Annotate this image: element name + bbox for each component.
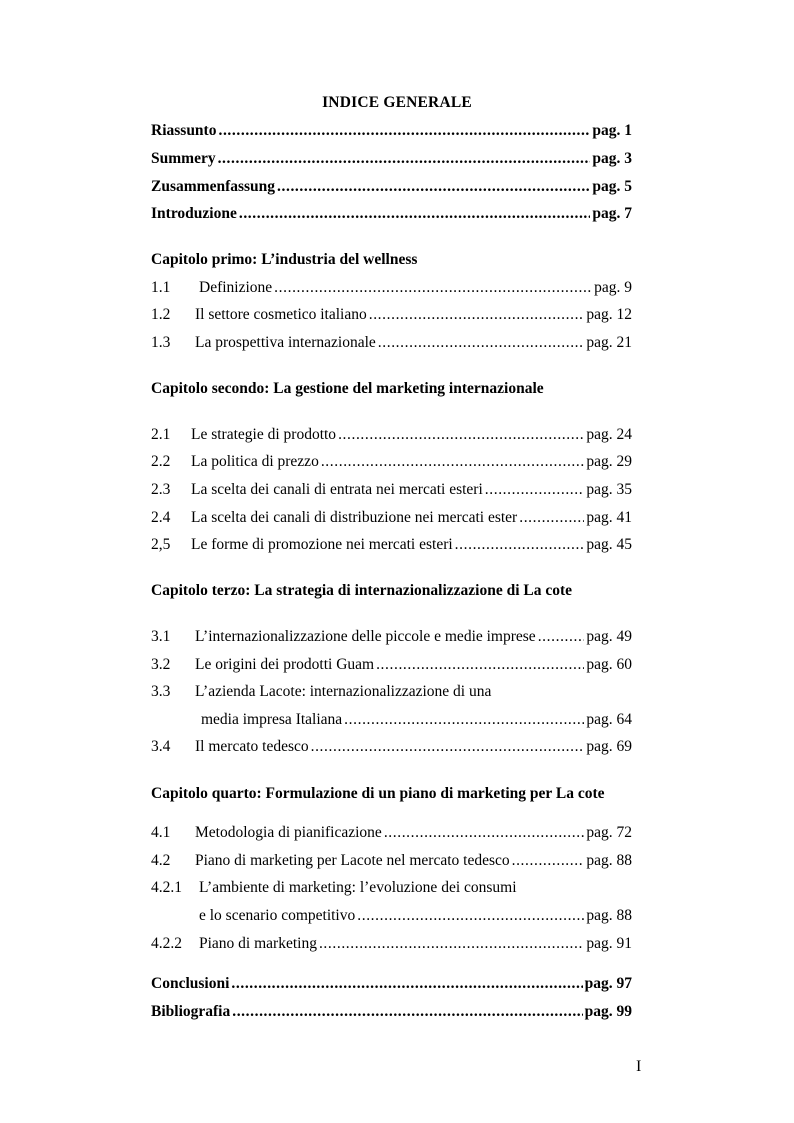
- toc-entry-label: Conclusioni: [151, 975, 230, 992]
- toc-entry-page: pag. 35: [586, 481, 632, 498]
- toc-entry-continuation: [199, 907, 632, 927]
- toc-entry-label: L’ambiente di marketing: l’evoluzione dei consumi: [199, 879, 517, 896]
- section-number: 3.2: [151, 656, 171, 673]
- toc-entry: [151, 738, 632, 758]
- section-number: 2.3: [151, 481, 171, 498]
- toc-entry-page: pag. 41: [586, 509, 632, 526]
- toc-entry-page: pag. 12: [586, 306, 632, 323]
- chapter-heading: Capitolo secondo: La gestione del marketing internazionale: [151, 380, 544, 397]
- toc-entry-page: pag. 5: [592, 178, 632, 195]
- toc-entry: [151, 279, 632, 299]
- toc-entry-label: Piano di marketing: [199, 935, 317, 952]
- toc-entry-first-line: [151, 683, 491, 701]
- section-number: 4.2.2: [151, 935, 182, 952]
- section-number: 1.3: [151, 334, 171, 351]
- page-title: INDICE GENERALE: [322, 94, 472, 111]
- dot-leader: [274, 279, 592, 297]
- dot-leader: [232, 1003, 582, 1021]
- dot-leader: [338, 426, 584, 444]
- toc-entry-bibliografia: [151, 1003, 632, 1023]
- toc-entry: [151, 334, 632, 354]
- dot-leader: [311, 738, 585, 756]
- dot-leader: [512, 852, 585, 870]
- dot-leader: [218, 150, 591, 168]
- toc-entry: [151, 852, 632, 872]
- dot-leader: [378, 334, 585, 352]
- section-number: 3.3: [151, 683, 171, 700]
- dot-leader: [321, 453, 585, 471]
- dot-leader: [319, 935, 584, 953]
- toc-entry-label: Zusammenfassung: [151, 178, 276, 195]
- toc-entry-label: media impresa Italiana: [201, 711, 343, 728]
- section-number: 3.4: [151, 738, 171, 755]
- section-number: 2,5: [151, 536, 171, 553]
- toc-entry-introduzione: [151, 205, 632, 225]
- chapter-heading: Capitolo terzo: La strategia di internazionalizzazione di La cote: [151, 582, 573, 599]
- toc-entry-label: Bibliografia: [151, 1003, 231, 1020]
- toc-entry-label: e lo scenario competitivo: [199, 907, 356, 924]
- toc-entry: [151, 824, 632, 844]
- toc-entry-label: Il mercato tedesco: [195, 738, 309, 755]
- toc-entry-page: pag. 72: [586, 824, 632, 841]
- toc-entry: [151, 536, 632, 556]
- toc-entry: [151, 656, 632, 676]
- toc-entry-label: Le forme di promozione nei mercati esteri: [191, 536, 453, 553]
- toc-entry-zusammenfassung: [151, 178, 632, 198]
- toc-entry: [151, 481, 632, 501]
- dot-leader: [485, 481, 585, 499]
- toc-entry-page: pag. 3: [592, 150, 632, 167]
- section-number: 3.1: [151, 628, 171, 645]
- dot-leader: [277, 178, 590, 196]
- section-number: 4.2.1: [151, 879, 182, 896]
- dot-leader: [344, 711, 584, 729]
- section-number: 1.2: [151, 306, 171, 323]
- toc-entry-label: L’internazionalizzazione delle piccole e medie imprese: [195, 628, 536, 645]
- toc-entry-label: La scelta dei canali di distribuzione nei mercati ester: [191, 509, 518, 526]
- toc-entry-first-line: [151, 879, 517, 897]
- section-number: 4.2: [151, 852, 171, 869]
- toc-entry: [151, 306, 632, 326]
- dot-leader: [231, 975, 582, 993]
- toc-entry-page: pag. 45: [586, 536, 632, 553]
- toc-entry: [151, 935, 632, 955]
- toc-entry-page: pag. 9: [594, 279, 632, 296]
- toc-entry-page: pag. 91: [586, 935, 632, 952]
- toc-entry: [151, 426, 632, 446]
- toc-entry-conclusioni: [151, 975, 632, 995]
- toc-entry-label: La politica di prezzo: [191, 453, 319, 470]
- chapter-heading: Capitolo quarto: Formulazione di un piano di marketing per La cote: [151, 785, 605, 802]
- toc-entry-riassunto: [151, 122, 632, 142]
- toc-entry-page: pag. 21: [586, 334, 632, 351]
- toc-entry-label: Definizione: [199, 279, 273, 296]
- toc-entry-page: pag. 99: [584, 1003, 632, 1020]
- toc-entry-page: pag. 88: [586, 852, 632, 869]
- toc-entry-label: Introduzione: [151, 205, 237, 222]
- dot-leader: [239, 205, 591, 223]
- toc-entry-label: La scelta dei canali di entrata nei mercati esteri: [191, 481, 483, 498]
- toc-entry-continuation: [201, 711, 632, 731]
- dot-leader: [538, 628, 585, 646]
- toc-entry-page: pag. 88: [586, 907, 632, 924]
- toc-entry-label: Piano di marketing per Lacote nel mercato tedesco: [195, 852, 510, 869]
- dot-leader: [384, 824, 585, 842]
- section-number: 2.2: [151, 453, 171, 470]
- toc-entry-page: pag. 1: [592, 122, 632, 139]
- toc-entry-page: pag. 60: [586, 656, 632, 673]
- toc-entry: [151, 453, 632, 473]
- toc-entry-label: La prospettiva internazionale: [195, 334, 376, 351]
- toc-entry-label: Le origini dei prodotti Guam: [195, 656, 375, 673]
- toc-entry-label: L’azienda Lacote: internazionalizzazione di una: [195, 683, 492, 700]
- toc-entry-label: Metodologia di pianificazione: [195, 824, 382, 841]
- section-number: 1.1: [151, 279, 171, 296]
- page-number: I: [636, 1058, 642, 1075]
- dot-leader: [376, 656, 584, 674]
- toc-entry-page: pag. 64: [586, 711, 632, 728]
- dot-leader: [519, 509, 584, 527]
- toc-entry-label: Riassunto: [151, 122, 217, 139]
- section-number: 4.1: [151, 824, 171, 841]
- dot-leader: [369, 306, 585, 324]
- toc-entry-label: Il settore cosmetico italiano: [195, 306, 367, 323]
- toc-entry-label: Le strategie di prodotto: [191, 426, 337, 443]
- toc-entry-page: pag. 24: [586, 426, 632, 443]
- toc-entry-page: pag. 29: [586, 453, 632, 470]
- dot-leader: [218, 122, 590, 140]
- chapter-heading: Capitolo primo: L’industria del wellness: [151, 251, 418, 268]
- toc-entry-page: pag. 7: [592, 205, 632, 222]
- toc-entry-page: pag. 97: [584, 975, 632, 992]
- dot-leader: [455, 536, 585, 554]
- section-number: 2.4: [151, 509, 171, 526]
- dot-leader: [357, 907, 584, 925]
- toc-entry-label: Summery: [151, 150, 216, 167]
- toc-entry: [151, 509, 632, 529]
- toc-entry-summery: [151, 150, 632, 170]
- toc-entry-page: pag. 69: [586, 738, 632, 755]
- toc-entry-page: pag. 49: [586, 628, 632, 645]
- toc-entry: [151, 628, 632, 648]
- section-number: 2.1: [151, 426, 171, 443]
